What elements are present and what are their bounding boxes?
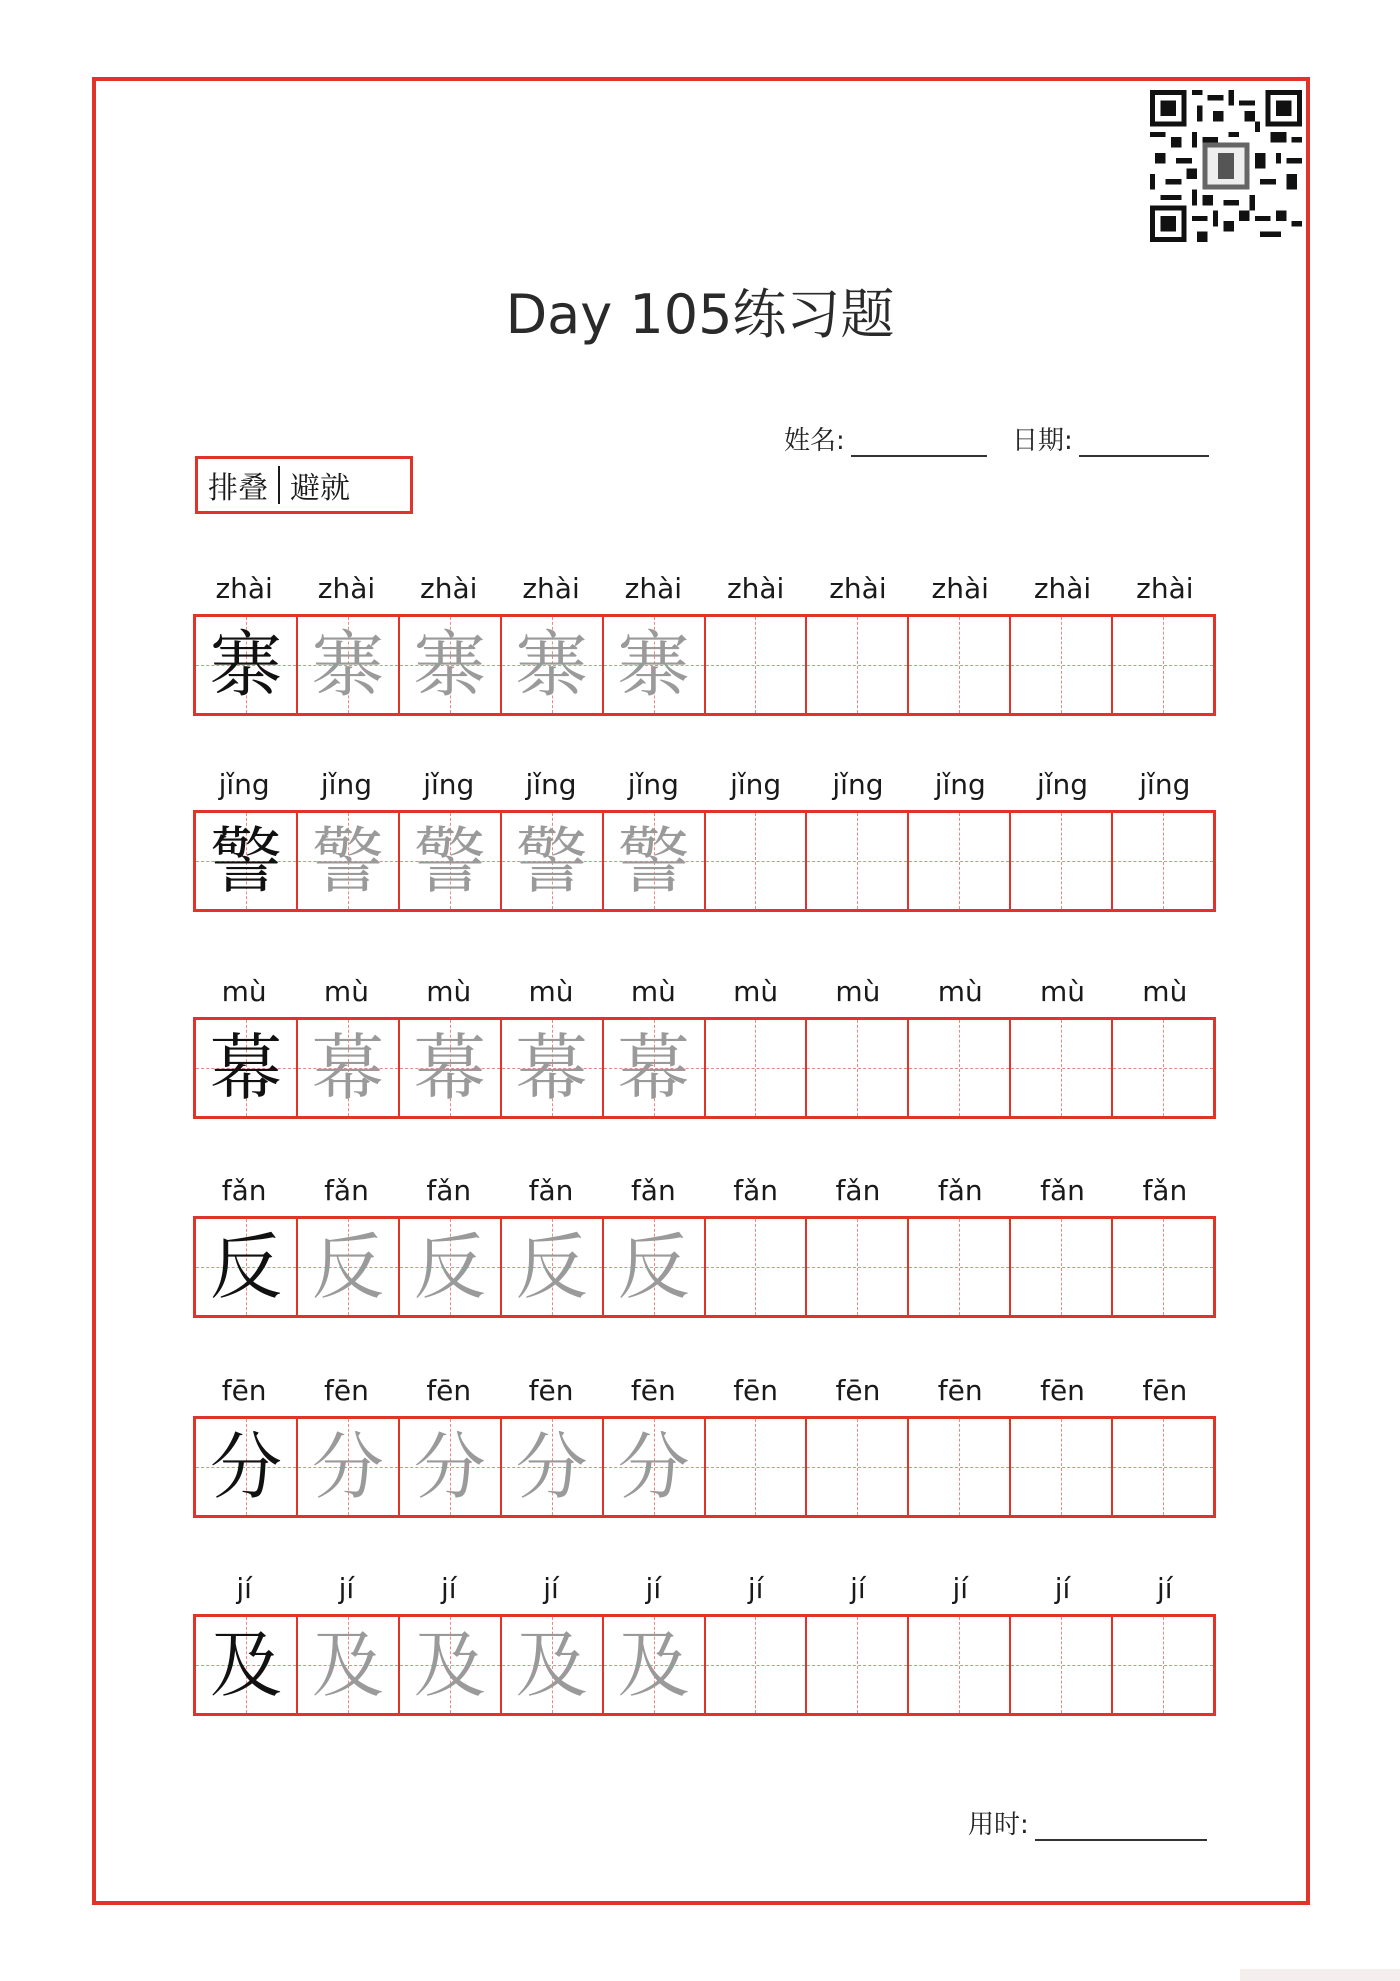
- trace-character: 分: [617, 1425, 690, 1509]
- qr-code-icon: [1150, 90, 1302, 242]
- trace-character: 及: [311, 1623, 384, 1707]
- practice-cell[interactable]: [1113, 1219, 1213, 1315]
- practice-cell[interactable]: [196, 813, 298, 909]
- pinyin-label: jí: [543, 1572, 559, 1605]
- pinyin-label: jǐng: [730, 768, 782, 801]
- pinyin-label: mù: [426, 975, 472, 1008]
- practice-cell[interactable]: [807, 1219, 909, 1315]
- pinyin-label: fēn: [630, 1374, 676, 1407]
- trace-character: 反: [311, 1225, 384, 1309]
- time-line[interactable]: [1035, 1813, 1207, 1841]
- trace-character: 寨: [515, 623, 588, 707]
- trace-character: 分: [515, 1425, 588, 1509]
- trace-character: 分: [311, 1425, 384, 1509]
- practice-cell[interactable]: [909, 617, 1011, 713]
- practice-cell[interactable]: [807, 1617, 909, 1713]
- practice-cell[interactable]: [1011, 1020, 1113, 1116]
- pinyin-label: zhài: [317, 572, 376, 605]
- pinyin-label: jí: [236, 1572, 252, 1605]
- pinyin-label: jǐng: [423, 768, 475, 801]
- practice-cell[interactable]: [502, 1219, 604, 1315]
- pinyin-label: mù: [630, 975, 676, 1008]
- model-character: 警: [209, 819, 282, 903]
- practice-cell[interactable]: [604, 1219, 706, 1315]
- tag-right-text: 避就: [290, 471, 350, 506]
- pinyin-label: fǎn: [1040, 1174, 1085, 1207]
- practice-cell[interactable]: [298, 617, 400, 713]
- pinyin-label: mù: [1040, 975, 1086, 1008]
- pinyin-label: jí: [850, 1572, 866, 1605]
- practice-cell[interactable]: [807, 813, 909, 909]
- trace-character: 反: [515, 1225, 588, 1309]
- pinyin-label: mù: [323, 975, 369, 1008]
- pinyin-label: fǎn: [221, 1174, 267, 1207]
- trace-character: 及: [617, 1623, 690, 1707]
- practice-cell[interactable]: [502, 1419, 604, 1515]
- tian-grid: [193, 1614, 1216, 1716]
- practice-cell[interactable]: [298, 813, 400, 909]
- pinyin-label: zhài: [829, 572, 887, 605]
- pinyin-label: mù: [835, 975, 881, 1008]
- practice-cell[interactable]: [400, 1020, 502, 1116]
- pinyin-label: fēn: [528, 1374, 574, 1407]
- trace-character: 幕: [413, 1026, 486, 1110]
- pinyin-label: fēn: [733, 1374, 779, 1407]
- pinyin-label: jí: [747, 1572, 764, 1605]
- trace-character: 警: [617, 819, 690, 903]
- trace-character: 反: [413, 1225, 486, 1309]
- practice-cell[interactable]: [604, 1020, 706, 1116]
- pinyin-label: jǐng: [525, 768, 577, 801]
- practice-cell[interactable]: [909, 813, 1011, 909]
- pinyin-label: zhài: [726, 572, 785, 605]
- date-label: 日期:: [1012, 426, 1073, 456]
- trace-character: 警: [515, 819, 588, 903]
- pinyin-label: jǐng: [1139, 768, 1191, 801]
- practice-cell[interactable]: [706, 1020, 808, 1116]
- pinyin-label: jǐng: [320, 768, 372, 801]
- trace-character: 寨: [311, 623, 384, 707]
- pinyin-label: fēn: [324, 1374, 369, 1407]
- stroke-rule-tag: [195, 456, 413, 514]
- tian-grid: [193, 1416, 1216, 1518]
- practice-cell[interactable]: [1113, 617, 1213, 713]
- pinyin-label: fǎn: [733, 1174, 779, 1207]
- pinyin-label: jǐng: [934, 768, 986, 801]
- practice-cell[interactable]: [502, 1617, 604, 1713]
- practice-cell[interactable]: [196, 1219, 298, 1315]
- trace-character: 警: [311, 819, 384, 903]
- pinyin-label: zhài: [624, 572, 683, 605]
- practice-cell[interactable]: [909, 1617, 1011, 1713]
- trace-character: 反: [617, 1225, 690, 1309]
- practice-cell[interactable]: [400, 813, 502, 909]
- pinyin-label: zhài: [215, 572, 273, 605]
- date-line[interactable]: [1079, 429, 1209, 457]
- trace-character: 寨: [413, 623, 486, 707]
- practice-cell[interactable]: [1113, 1020, 1213, 1116]
- model-character: 分: [209, 1425, 282, 1509]
- pinyin-label: mù: [937, 975, 983, 1008]
- practice-cell[interactable]: [196, 1419, 298, 1515]
- pinyin-label: fēn: [937, 1374, 983, 1407]
- pinyin-label: jí: [338, 1572, 355, 1605]
- pinyin-label: jí: [952, 1572, 968, 1605]
- pinyin-label: jǐng: [1036, 768, 1089, 801]
- pinyin-label: fēn: [426, 1374, 472, 1407]
- tian-grid: [193, 1017, 1216, 1119]
- model-character: 幕: [209, 1026, 282, 1110]
- practice-cell[interactable]: [1113, 813, 1213, 909]
- practice-cell[interactable]: [909, 1419, 1011, 1515]
- pinyin-label: zhài: [931, 572, 989, 605]
- pinyin-label: fǎn: [1142, 1174, 1188, 1207]
- pinyin-row: [193, 1572, 1216, 1612]
- practice-cell[interactable]: [604, 1617, 706, 1713]
- practice-cell[interactable]: [1011, 813, 1113, 909]
- practice-cell[interactable]: [909, 1020, 1011, 1116]
- trace-character: 幕: [617, 1026, 690, 1110]
- practice-cell[interactable]: [1011, 1617, 1113, 1713]
- trace-character: 分: [413, 1425, 486, 1509]
- tian-grid: [193, 810, 1216, 912]
- pinyin-label: mù: [221, 975, 267, 1008]
- practice-cell[interactable]: [1113, 1617, 1213, 1713]
- practice-cell[interactable]: [604, 617, 706, 713]
- pinyin-label: zhài: [1136, 572, 1194, 605]
- practice-cell[interactable]: [196, 1617, 298, 1713]
- pinyin-label: zhài: [1033, 572, 1092, 605]
- practice-cell[interactable]: [298, 1219, 400, 1315]
- pinyin-label: mù: [528, 975, 574, 1008]
- pinyin-label: jí: [1054, 1572, 1071, 1605]
- practice-cell[interactable]: [400, 1219, 502, 1315]
- time-label: 用时:: [968, 1810, 1029, 1840]
- practice-cell[interactable]: [1011, 1219, 1113, 1315]
- practice-cell[interactable]: [706, 1617, 808, 1713]
- trace-character: 寨: [617, 623, 690, 707]
- practice-cell[interactable]: [706, 813, 808, 909]
- pinyin-label: fēn: [1142, 1374, 1188, 1407]
- trace-character: 幕: [515, 1026, 588, 1110]
- pinyin-row: [193, 572, 1216, 612]
- pinyin-label: mù: [1142, 975, 1188, 1008]
- practice-cell[interactable]: [1011, 1419, 1113, 1515]
- date-field[interactable]: [1012, 420, 1209, 457]
- pinyin-label: jǐng: [627, 768, 679, 801]
- practice-cell[interactable]: [502, 1020, 604, 1116]
- pinyin-row: [193, 1374, 1216, 1414]
- pinyin-row: [193, 768, 1216, 808]
- practice-cell[interactable]: [298, 1419, 400, 1515]
- pinyin-label: fǎn: [937, 1174, 983, 1207]
- practice-cell[interactable]: [298, 1617, 400, 1713]
- practice-cell[interactable]: [807, 1020, 909, 1116]
- model-character: 及: [209, 1623, 282, 1707]
- practice-cell[interactable]: [706, 617, 808, 713]
- pinyin-label: jí: [440, 1572, 457, 1605]
- practice-cell[interactable]: [1011, 617, 1113, 713]
- name-label: 姓名:: [784, 426, 845, 456]
- pinyin-label: zhài: [522, 572, 580, 605]
- pinyin-label: jǐng: [832, 768, 884, 801]
- practice-cell[interactable]: [502, 617, 604, 713]
- practice-cell[interactable]: [1113, 1419, 1213, 1515]
- tag-left-text: 排叠: [208, 471, 268, 506]
- pinyin-label: jǐng: [218, 768, 270, 801]
- practice-cell[interactable]: [909, 1219, 1011, 1315]
- practice-cell[interactable]: [196, 617, 298, 713]
- model-character: 寨: [209, 623, 282, 707]
- page-title: Day 105练习题: [505, 283, 895, 346]
- practice-cell[interactable]: [502, 813, 604, 909]
- pinyin-label: jí: [1157, 1572, 1173, 1605]
- trace-character: 及: [515, 1623, 588, 1707]
- tian-grid: [193, 614, 1216, 716]
- pinyin-label: fǎn: [630, 1174, 676, 1207]
- pinyin-label: fǎn: [426, 1174, 472, 1207]
- pinyin-label: fēn: [1040, 1374, 1085, 1407]
- practice-cell[interactable]: [706, 1419, 808, 1515]
- practice-cell[interactable]: [400, 617, 502, 713]
- pinyin-label: fēn: [221, 1374, 267, 1407]
- practice-cell[interactable]: [298, 1020, 400, 1116]
- pinyin-label: fǎn: [324, 1174, 369, 1207]
- model-character: 反: [209, 1225, 282, 1309]
- name-line[interactable]: [851, 429, 987, 457]
- practice-cell[interactable]: [807, 617, 909, 713]
- practice-cell[interactable]: [807, 1419, 909, 1515]
- pinyin-label: zhài: [420, 572, 478, 605]
- practice-cell[interactable]: [604, 1419, 706, 1515]
- practice-cell[interactable]: [604, 813, 706, 909]
- trace-character: 幕: [311, 1026, 384, 1110]
- pinyin-label: fēn: [835, 1374, 881, 1407]
- corner-mark: [1240, 1969, 1400, 1981]
- pinyin-label: jí: [645, 1572, 662, 1605]
- practice-cell[interactable]: [196, 1020, 298, 1116]
- practice-cell[interactable]: [400, 1419, 502, 1515]
- time-field[interactable]: [968, 1804, 1207, 1841]
- practice-cell[interactable]: [706, 1219, 808, 1315]
- pinyin-row: [193, 1174, 1216, 1214]
- trace-character: 警: [413, 819, 486, 903]
- pinyin-label: fǎn: [835, 1174, 881, 1207]
- pinyin-label: fǎn: [528, 1174, 574, 1207]
- pinyin-row: [193, 975, 1216, 1015]
- name-field[interactable]: [784, 420, 987, 457]
- tian-grid: [193, 1216, 1216, 1318]
- trace-character: 及: [413, 1623, 486, 1707]
- practice-cell[interactable]: [400, 1617, 502, 1713]
- pinyin-label: mù: [733, 975, 779, 1008]
